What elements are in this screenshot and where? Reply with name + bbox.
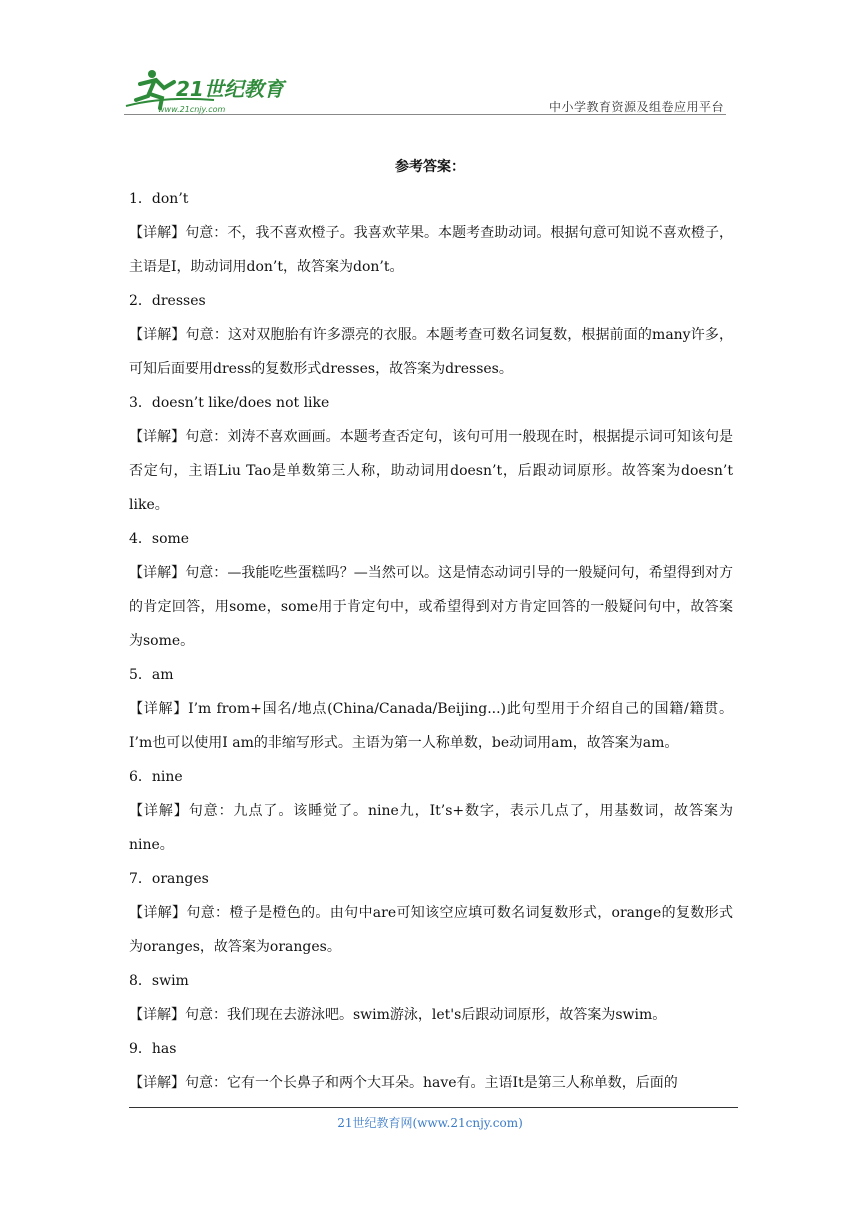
answer-item: [129, 862, 733, 964]
answer-explanation: 【详解】句意：—我能吃些蛋糕吗？—当然可以。这是情态动词引导的一般疑问句，希望得到对方的肯定回答，用some，some用于肯定句中，或希望得到对方肯定回答的一般疑问句中，故答案为some。: [129, 565, 733, 649]
answer-head: 6．nine: [129, 769, 183, 785]
footer-divider: [129, 1107, 738, 1108]
answer-explanation: 【详解】I’m from+国名/地点(China/Canada/Beijing...)此句型用于介绍自己的国籍/籍贯。I’m也可以使用I am的非缩写形式。主语为第一人称单数，be动词用am，故答案为am。: [129, 701, 733, 751]
answer-list: [129, 182, 733, 1100]
runner-logo-icon: [124, 66, 294, 114]
logo-text: 21世纪教育: [176, 77, 284, 101]
answer-explanation: 【详解】句意：它有一个长鼻子和两个大耳朵。have有。主语It是第三人称单数，后面的: [129, 1075, 678, 1091]
answer-head: 2．dresses: [129, 293, 206, 309]
answer-head: 5．am: [129, 667, 174, 683]
logo: [124, 66, 294, 114]
answer-head: 8．swim: [129, 973, 189, 989]
answer-item: [129, 964, 733, 1032]
answer-explanation: 【详解】句意：这对双胞胎有许多漂亮的衣服。本题考查可数名词复数，根据前面的many许多，可知后面要用dress的复数形式dresses，故答案为dresses。: [129, 327, 733, 377]
logo-url: www.21cnjy.com: [158, 105, 226, 114]
page-header: [124, 66, 724, 116]
platform-name: 中小学教育资源及组卷应用平台: [548, 100, 724, 114]
answer-item: [129, 658, 733, 760]
answer-explanation: 【详解】句意：九点了。该睡觉了。nine九，It’s+数字，表示几点了，用基数词，故答案为nine。: [129, 803, 733, 853]
answer-explanation: 【详解】句意：橙子是橙色的。由句中are可知该空应填可数名词复数形式，orange的复数形式为oranges，故答案为oranges。: [129, 905, 733, 955]
answer-item: [129, 284, 733, 386]
header-divider: [124, 114, 726, 115]
answer-explanation: 【详解】句意：我们现在去游泳吧。swim游泳，let's后跟动词原形，故答案为swim。: [129, 1007, 667, 1023]
answer-head: 7．oranges: [129, 871, 209, 887]
answer-head: 1．don’t: [129, 191, 189, 207]
answer-explanation: 【详解】句意：刘涛不喜欢画画。本题考查否定句，该句可用一般现在时，根据提示词可知该句是否定句，主语Liu Tao是单数第三人称，助动词用doesn’t，后跟动词原形。故答案为doesn’t like。: [129, 429, 733, 513]
answer-head: 3．doesn’t like/does not like: [129, 395, 330, 411]
answer-item: [129, 182, 733, 284]
answer-item: [129, 1032, 733, 1100]
answer-item: [129, 760, 733, 862]
answer-explanation: 【详解】句意：不，我不喜欢橙子。我喜欢苹果。本题考查助动词。根据句意可知说不喜欢橙子，主语是I，助动词用don’t，故答案为don’t。: [129, 225, 733, 275]
answer-head: 4．some: [129, 531, 190, 547]
answer-item: [129, 386, 733, 522]
answer-head: 9．has: [129, 1041, 177, 1057]
page-title: 参考答案：: [395, 159, 465, 175]
footer-text: 21世纪教育网(www.21cnjy.com): [337, 1116, 523, 1130]
answer-item: [129, 522, 733, 658]
